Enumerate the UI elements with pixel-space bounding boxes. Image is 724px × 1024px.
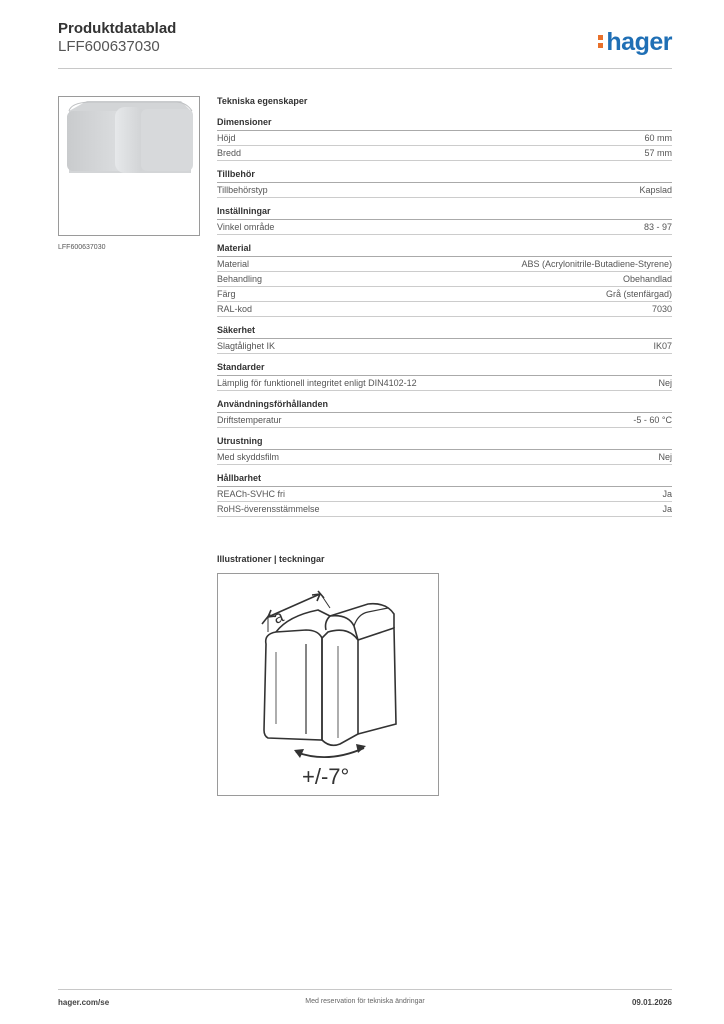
spec-group — [217, 362, 672, 391]
spec-row — [217, 220, 672, 235]
footer-date: 09.01.2026 — [631, 998, 672, 1007]
spec-group — [217, 117, 672, 161]
spec-value: -5 - 60 °C — [633, 415, 672, 425]
spec-label: Bredd — [217, 148, 242, 158]
spec-label: RoHS-överensstämmelse — [217, 504, 320, 514]
spec-group-title: Utrustning — [217, 436, 672, 450]
spec-group — [217, 243, 672, 317]
spec-group-title: Säkerhet — [217, 325, 672, 339]
specs-heading: Tekniska egenskaper — [217, 96, 308, 106]
spec-value: 60 mm — [644, 133, 672, 143]
spec-group — [217, 169, 672, 198]
spec-label: Höjd — [217, 133, 236, 143]
logo-text: hager — [606, 28, 672, 56]
spec-label: RAL-kod — [217, 304, 253, 314]
product-photo — [59, 97, 199, 235]
spec-group — [217, 206, 672, 235]
spec-row — [217, 450, 672, 465]
spec-row — [217, 183, 672, 198]
spec-row — [217, 413, 672, 428]
spec-group — [217, 436, 672, 465]
spec-value: Kapslad — [639, 185, 672, 195]
logo-dots-icon — [598, 35, 604, 49]
spec-group — [217, 325, 672, 354]
spec-label: Med skyddsfilm — [217, 452, 280, 462]
illustration-drawing — [217, 573, 439, 796]
spec-label: Slagtålighet IK — [217, 341, 276, 351]
angle-label: +/-7° — [302, 764, 350, 789]
spec-group-title: Hållbarhet — [217, 473, 672, 487]
angle-arc — [296, 748, 364, 757]
spec-group — [217, 473, 672, 517]
spec-label: Behandling — [217, 274, 263, 284]
spec-row — [217, 376, 672, 391]
spec-row — [217, 257, 672, 272]
spec-value: Nej — [658, 452, 672, 462]
spec-label: Driftstemperatur — [217, 415, 282, 425]
spec-value: 7030 — [651, 304, 672, 314]
spec-label: Tillbehörstyp — [217, 185, 268, 195]
product-image-caption: LFF600637030 — [58, 244, 106, 251]
spec-value: Obehandlad — [622, 274, 672, 284]
spec-row — [217, 302, 672, 317]
spec-group-title: Material — [217, 243, 672, 257]
spec-label: Material — [217, 259, 250, 269]
spec-row — [217, 487, 672, 502]
spec-row — [217, 287, 672, 302]
spec-row — [217, 339, 672, 354]
spec-group-title: Inställningar — [217, 206, 672, 220]
spec-value: Grå (stenfärgad) — [605, 289, 672, 299]
page-title: Produktdatablad — [58, 20, 177, 37]
spec-label: Färg — [217, 289, 236, 299]
spec-row — [217, 146, 672, 161]
footer-website-link[interactable]: hager.com/se — [58, 998, 110, 1007]
spec-row — [217, 131, 672, 146]
corner-left-part — [264, 630, 322, 740]
footer-divider — [58, 989, 672, 990]
spec-row — [217, 272, 672, 287]
spec-group-title: Användningsförhållanden — [217, 399, 672, 413]
spec-value: IK07 — [653, 341, 672, 351]
product-code: LFF600637030 — [58, 38, 160, 55]
technical-drawing — [218, 574, 438, 795]
corner-right-part — [358, 628, 396, 734]
page-header — [58, 20, 176, 56]
spec-value: ABS (Acrylonitrile-Butadiene-Styrene) — [521, 259, 672, 269]
spec-groups — [217, 117, 672, 517]
spec-group-title: Tillbehör — [217, 169, 672, 183]
product-image — [58, 96, 200, 236]
spec-label: REACh-SVHC fri — [217, 489, 286, 499]
spec-value: 57 mm — [644, 148, 672, 158]
header-divider — [58, 68, 672, 69]
spec-group-title: Dimensioner — [217, 117, 672, 131]
spec-group — [217, 399, 672, 428]
footer-notice: Med reservation för tekniska ändringar — [305, 998, 425, 1005]
spec-group-title: Standarder — [217, 362, 672, 376]
dimension-label: a — [270, 606, 287, 628]
spec-label: Lämplig för funktionell integritet enligt DIN4102-12 — [217, 378, 417, 388]
hager-logo — [598, 28, 672, 56]
technical-specs — [217, 96, 672, 525]
spec-label: Vinkel område — [217, 222, 275, 232]
spec-row — [217, 502, 672, 517]
spec-value: Ja — [662, 504, 672, 514]
spec-value: Nej — [658, 378, 672, 388]
spec-value: 83 - 97 — [643, 222, 672, 232]
illustrations-heading: Illustrationer | teckningar — [217, 554, 325, 564]
spec-value: Ja — [662, 489, 672, 499]
